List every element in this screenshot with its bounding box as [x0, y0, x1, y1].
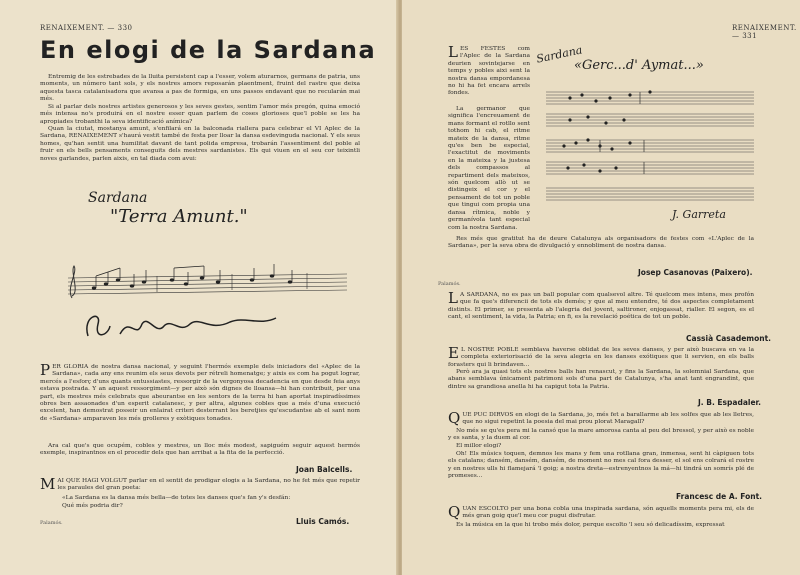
- manuscript-signature-morera: [80, 306, 280, 344]
- drop-cap-q2: Q: [448, 503, 461, 521]
- espadaler-signature: J. B. Espadaler.: [698, 398, 762, 407]
- intro-paragraph-3: Quan la ciutat, mostanya amunt, s'enfilará en la balconada riallera para celebrar el VI Aplec de la Sardana, RENAIXEMENT s'haurá vestit també de festa per lloar la dansa esdevinguda nacional. Y els seus homes, qu'han sentit una humilitat davant de tant polida empresa, trobarán l'assentiment del poble al fruir en els bells pensaments conseguits dels mestres sardanistes. Els qui viuen en el seu cor teixintli noves garlandes, parlen aixis, en tal diada com avui:: [40, 126, 360, 162]
- casademont-text: A SARDANA, no es pas un ball popular com qualsevol altre. Té quelcom mes intens, mes profón que fa que's diferencii de tots els demés; y que al meu entendre, té dos aspectes completament distints. El primer, se presenta ab l'alegria del jovent, saltironer, enjogassat, rialler. El segon, es el cant, el sentiment, la vida, la Patria; en fi, es la revelació poética de tot un poble.: [448, 292, 754, 321]
- manuscript-sardana-label: Sardana: [88, 190, 148, 206]
- espadaler-paragraph-2: Però ara ja quasi tots els nostres balls han renascut, y fins la Sardana, la solemnial Sardana, que abans semblava únicament patrimoni sols d'una part de Catalunya, s'ha anat tant engrandint, que dintre sa grandiosa anella hi ha capigut tota la Patria.: [448, 369, 754, 390]
- balcells-paragraph: [40, 361, 360, 423]
- escolto-paragraph: [448, 503, 754, 521]
- festes-paragraph: [448, 43, 530, 98]
- drop-cap-l2: L: [448, 289, 458, 307]
- balcells-text: ER GLORIA de nostra dansa nacional, y seguint l'hermós exemple dels iniciadors del «Aplec de la Sardana», cada any ens reunim els seus devots per rétreli homenatge; y aixis es com ha pogut lograr, mercés a l'esforç d'uns quants entussiastes, ressorgir de la vergonyosa decadencia en que desde feia anys estava postrada. Y an aquest ressorgiment—y per això són dignes de lloansa—hi han contribuit, per una part, els mestres més celebrats que abeurantse en les sentors de la terra hi han aportat inspiradíssimes obres ben assaonades d'un esperit catalanesc, y per altra, algunes cobles que a més d'una execució excelent, han demostrat posseir un enlairat criteri desterrant les beretjies qu'escudantse ab el sant nom de «Sardana» amparaven les més grolleres y exòtiques tonades.: [40, 364, 360, 422]
- right-page: [402, 0, 800, 575]
- drop-cap-q: Q: [448, 409, 461, 427]
- left-page: [0, 0, 398, 575]
- camos-quote-1: «La Sardana es la dansa més bella—de totes les danses que's fan y's desfán:: [62, 495, 291, 501]
- intro-paragraph-1: Entremig de les estrebades de la lluita persistent cap a l'esser, volem aturarnos, germans de patria, uns moments, un número tant sols, y els nostres amors reposarán plaentment, fruint del rastre que deixa aquesta tasca catalanisadora que avansa a pas de formiga, en uns passos endavant que no recularán mai més.: [40, 74, 360, 103]
- balcells-signature: Joan Balcells.: [296, 465, 353, 474]
- page-header-left: RENAIXEMENT. — 330: [40, 24, 133, 32]
- festes-paragraph-2: La germanor que significa l'encreuament de mans formant el rotllo sent tothom hi cab, el ritme mateix de la dansa, ritme qu'es ben be especial, l'exactitut de moviments en la mateixa y la justesa dels compassos al repartiment dels mateixos, són quelcom allò ut se distingeix el cor y el pensament de tot un poble que tingui com propia una dansa rítmica, noble y germanívola tant especial com la nostra Sardana.: [448, 106, 530, 231]
- place-palamos-right: Palamós.: [438, 281, 461, 287]
- camos-text: AI QUE HAGI VOLGUT parlar en el sentit de prodigar elogis a la Sardana, no he fet més que repetir les paraules del gran poeta:: [57, 478, 360, 492]
- casademont-signature: Cassià Casademont.: [686, 334, 772, 343]
- escolto-text: UAN ESCOLTO per una bona cobla una inspirada sardana, són aquells moments pera mi, els de més gran goig que'l meu cor pugui disfrutar.: [462, 506, 754, 520]
- manuscript-title-right: «Gerc...d' Aymat...»: [574, 58, 704, 73]
- font-paragraph-2: No més se qu'es pera mi la cansó que la mare amorosa canta al peu del bressol, y per això es noble y es santa, y la duem al cor.: [448, 428, 754, 442]
- manuscript-piece-title: "Terra Amunt.": [110, 206, 248, 227]
- escolto-paragraph-2: Es la música en la que hi trobo més dolor, perque escolto 'l seu só delicadíssim, expressat: [456, 522, 725, 528]
- drop-cap-e: E: [448, 344, 459, 362]
- musical-score-fragment: [62, 258, 352, 312]
- festes-paragraph-3: Res més que gratitut ha de deure Catalunya als organisadors de festes com «L'Aplec de la Sardana», per la seva obra de divulgació y ennobliment de nostra dansa.: [448, 236, 754, 250]
- casademont-paragraph: [448, 289, 754, 322]
- musical-score-garreta: [540, 80, 760, 214]
- camos-quote-2: Qué més podria dir?: [62, 503, 123, 509]
- balcells-paragraph-2: Ara cal que's que ocupém, cobles y mestres, un lloc més modest, sapiguém seguir aquest hermós exemple, inspirantnos en el procedir dels que han arribat a la fita de la perfecció.: [40, 443, 360, 457]
- drop-cap-m: M: [40, 475, 56, 493]
- font-signature: Francesc de A. Font.: [676, 492, 763, 501]
- espadaler-text: L NOSTRE POBLE semblava haverse oblidat de les seves danses, y per això buscava en va la completa exteriorisació de la seva alegria en les danses exótiques que li servien, en els balls forasters qui li brindaven...: [448, 347, 754, 368]
- place-palamos-left: Palamós.: [40, 520, 63, 526]
- manuscript-signature-garreta: J. Garreta: [672, 208, 726, 221]
- intro-paragraph-2: Si al parlar dels nostres artistes generosos y les seves gestes, sentim l'amor més pregón, quina emoció més intensa no's produirá en el nostre esser quan parlem de coses glorioses que'l poble se les ha apropiades trobanthi la seva identificació anímica?: [40, 104, 360, 125]
- espadaler-paragraph: [448, 344, 754, 369]
- font-paragraph-4: Oh! Els músics toquen, demnos les mans y fem una rotllana gran, inmensa, sent hi càpiguen tots els catalans; dansém, dansém, dansém, de moment no mes cal fora desser, el sol ens colrará el rostre y en nostres ulls hi flamejará 'l goig; a nostra dreta—estrenyentnos la má—hi tindrá un somrís plé de promeses...: [448, 451, 754, 480]
- camos-signature: Lluis Camós.: [296, 517, 350, 526]
- camos-paragraph: [40, 475, 360, 493]
- font-paragraph-3: El millor elogi?: [456, 443, 502, 449]
- casanovas-signature: Josep Casanovas (Paixero).: [638, 268, 753, 277]
- manuscript-sardana-label-right: Sardana: [535, 43, 584, 66]
- font-text: UE PUC DIRVOS en elogi de la Sardana, jo, més fet a barallarme ab les solfes que ab les lletres, que no sigui repetint la poesia del mai prou plorat Maragall?: [462, 412, 754, 426]
- drop-cap-l: L: [448, 43, 458, 61]
- font-paragraph: [448, 409, 754, 427]
- drop-cap-p: P: [40, 361, 51, 379]
- article-title: En elogi de la Sardana: [40, 36, 377, 64]
- page-header-right: RENAIXEMENT. — 331: [732, 24, 797, 40]
- festes-text: ES FESTES com l'Aplec de la Sardana deurien sovintejarse en temps y pobles aixi sent la nostra dansa empordanesa no hi ha fet encara arrels fondes.: [448, 46, 530, 97]
